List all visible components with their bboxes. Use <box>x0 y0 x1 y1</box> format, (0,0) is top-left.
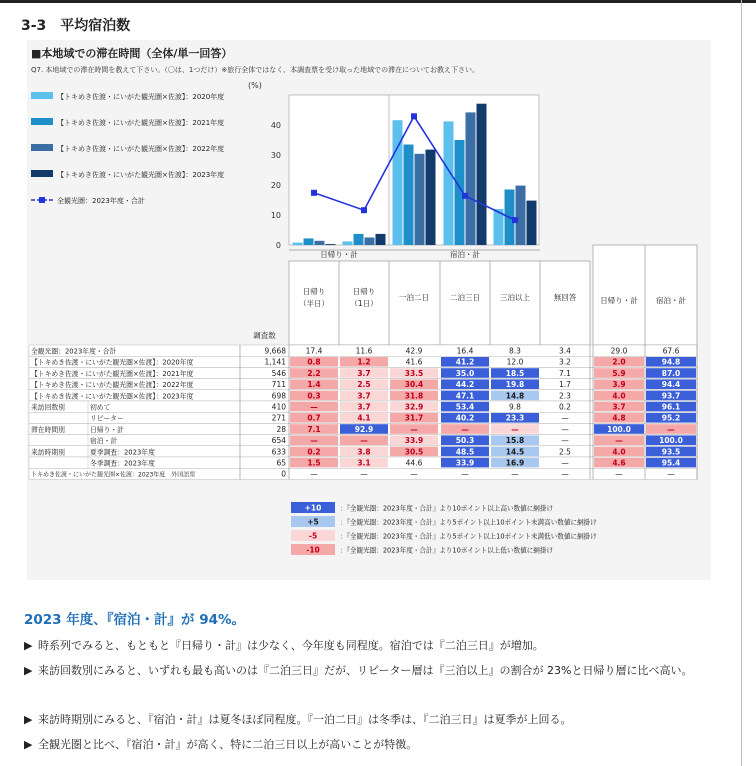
summary-bullet-2: ▶ 来訪回数別にみると、いずれも最も高いのは『二泊三日』だが、リピーター層は『三泊以上』の割合が 23%と日帰り層に比べ高い。 <box>24 664 693 677</box>
legend-swatch <box>31 92 53 99</box>
row-label: 初めて <box>90 403 111 412</box>
y-tick-label: 40 <box>270 121 281 130</box>
bar-1-2 <box>343 241 353 245</box>
bar-1-1 <box>293 243 303 245</box>
bar-3-5 <box>516 186 526 245</box>
cell-value: — <box>561 424 569 434</box>
cell-value: 42.9 <box>405 346 423 356</box>
cell-value: 11.6 <box>355 346 373 356</box>
cell-value: 44.2 <box>455 380 475 390</box>
cell-value: 40.2 <box>455 413 475 423</box>
cell-value: 3.7 <box>357 391 371 401</box>
cell-value: 47.1 <box>455 391 475 401</box>
total-value: 87.0 <box>661 368 681 378</box>
y-tick-label: 10 <box>270 211 281 220</box>
legend-label: 【トキめき佐渡・にいがた観光圏×佐渡】：2023年度 <box>57 171 225 179</box>
line-marker <box>361 207 367 213</box>
row-count: 1,141 <box>264 357 286 367</box>
total-value: 4.0 <box>612 391 626 401</box>
cell-value: — <box>310 469 318 479</box>
cell-value: 3.4 <box>559 346 571 356</box>
bar-4-3 <box>426 150 436 245</box>
row-label: 【トキめき佐渡・にいがた観光圏×佐渡】：2020年度 <box>31 358 194 367</box>
y-tick-label: 20 <box>270 181 281 190</box>
row-label: トキめき佐渡・にいがた観光圏×佐渡：2023年度 外国語票 <box>31 471 196 479</box>
bar-2-1 <box>304 238 314 245</box>
summary-title: 2023 年度、『宿泊・計』が 94%。 <box>24 612 246 628</box>
summary-bullet-4: ▶ 全観光圏と比べ、『宿泊・計』が高く、特に二泊三日以上が高いことが特徴。 <box>24 738 418 751</box>
total-value: 100.0 <box>659 436 683 446</box>
row-count: 271 <box>271 413 286 423</box>
bar-3-4 <box>466 112 476 245</box>
cell-value: 0.7 <box>307 413 321 423</box>
row-count: 654 <box>271 436 286 446</box>
total-value: — <box>667 469 675 479</box>
bar-4-5 <box>527 201 537 245</box>
cell-value: 16.4 <box>456 346 474 356</box>
bar-3-2 <box>365 238 375 246</box>
summary-bullet-1: ▶ 時系列でみると、もともと『日帰り・計』は少なく、今年度も同程度。宿泊では『二泊三日』が増加。 <box>24 639 544 652</box>
total-value: 4.0 <box>612 447 626 457</box>
count-header: 調査数 <box>253 331 276 340</box>
cell-value: 33.9 <box>455 458 475 468</box>
cell-value: 23.3 <box>505 413 525 423</box>
legend-swatch <box>31 118 53 125</box>
cell-value: 1.2 <box>357 357 371 367</box>
column-header: 無回答 <box>553 293 577 302</box>
total-value: 2.0 <box>612 357 626 367</box>
sig-legend-text: ：『全観光圏：2023年度・合計』より5ポイント以上10ポイント未満低い数値に網掛け <box>340 532 597 541</box>
total-value: 29.0 <box>610 346 628 356</box>
legend-swatch <box>31 144 53 151</box>
row-label: リピーター <box>90 414 124 423</box>
cell-value: 15.8 <box>505 436 525 446</box>
line-marker <box>462 193 468 199</box>
cell-value: 14.8 <box>505 391 525 401</box>
row-count: 711 <box>271 380 286 390</box>
sig-legend-text: ：『全観光圏：2023年度・合計』より10ポイント以上低い数値に網掛け <box>340 546 554 555</box>
cell-value: 8.3 <box>509 346 521 356</box>
cell-value: — <box>511 424 519 434</box>
cell-value: 16.9 <box>505 458 525 468</box>
total-column-header: 日帰り・計 <box>600 296 638 305</box>
group-label: 宿泊・計 <box>450 250 480 259</box>
cell-value: — <box>561 458 569 468</box>
total-value: 96.1 <box>661 402 681 412</box>
cell-value: 17.4 <box>305 346 323 356</box>
cell-value: 7.1 <box>559 368 571 378</box>
cell-value: 0.2 <box>307 447 321 457</box>
legend-line-marker <box>39 197 45 203</box>
bar-3-1 <box>315 241 325 245</box>
group-label: 日帰り・計 <box>320 250 358 259</box>
bar-2-3 <box>404 145 414 246</box>
row-count: 28 <box>276 424 286 434</box>
legend-label: 全観光圏：2023年度・合計 <box>57 197 145 205</box>
total-value: 3.7 <box>612 402 626 412</box>
cell-value: 53.4 <box>455 402 475 412</box>
sig-legend-text: ：『全観光圏：2023年度・合計』より10ポイント以上高い数値に網掛け <box>340 504 554 513</box>
y-tick-label: 30 <box>270 151 281 160</box>
cell-value: 92.9 <box>354 424 374 434</box>
total-value: 5.9 <box>612 368 626 378</box>
cell-value: 2.5 <box>559 447 571 457</box>
cell-value: — <box>410 469 418 479</box>
question-text: Q7. 本地域での滞在時間を教えて下さい。（〇は、1つだけ）※旅行全体ではなく、本調査票を受け取った地域での滞在についてお教え下さい。 <box>31 66 479 74</box>
cell-value: 31.8 <box>404 391 424 401</box>
cell-value: — <box>310 436 318 446</box>
row-count: 0 <box>281 469 286 479</box>
bar-4-2 <box>376 234 386 245</box>
cell-value: 2.3 <box>559 391 571 401</box>
cell-value: — <box>310 402 318 412</box>
total-value: 100.0 <box>607 424 631 434</box>
header-box <box>289 261 590 345</box>
total-value: 95.4 <box>661 458 681 468</box>
total-value: 67.6 <box>662 346 680 356</box>
cell-value: 33.9 <box>404 436 424 446</box>
legend-label: 【トキめき佐渡・にいがた観光圏×佐渡】：2020年度 <box>57 93 225 101</box>
cell-value: 7.1 <box>307 424 321 434</box>
cell-value: 14.5 <box>505 447 525 457</box>
total-value: 94.8 <box>661 357 681 367</box>
figure-title: ■本地域での滞在時間（全体/単一回答） <box>31 47 233 60</box>
row-count: 410 <box>271 402 286 412</box>
cell-value: — <box>561 413 569 423</box>
sig-legend-key: +10 <box>304 503 322 513</box>
row-count: 633 <box>271 447 286 457</box>
row-label: 全観光圏：2023年度・合計 <box>31 347 117 356</box>
cell-value: 31.7 <box>404 413 424 423</box>
cell-value: 33.5 <box>404 368 424 378</box>
sig-legend-key: +5 <box>307 517 319 527</box>
column-header: （半日） <box>299 299 329 308</box>
cell-value: 0.3 <box>307 391 321 401</box>
cell-value: 48.5 <box>455 447 475 457</box>
legend-swatch <box>31 170 53 177</box>
line-marker <box>512 217 518 223</box>
cell-value: — <box>360 469 368 479</box>
bar-4-4 <box>477 104 487 245</box>
cell-value: 35.0 <box>455 368 475 378</box>
row-label: 宿泊・計 <box>90 437 118 446</box>
total-value: 3.9 <box>612 380 626 390</box>
row-count: 546 <box>271 368 286 378</box>
column-header: 日帰り <box>352 287 376 296</box>
cell-value: 1.4 <box>307 380 321 390</box>
total-value: 94.4 <box>661 380 681 390</box>
total-value: 4.6 <box>612 458 626 468</box>
cell-value: 41.2 <box>455 357 475 367</box>
cell-value: — <box>561 436 569 446</box>
summary-bullet-3: ▶ 来訪時期別にみると、『宿泊・計』は夏冬ほぼ同程度。『一泊二日』は冬季は、『二泊三日』は夏季が上回る。 <box>24 713 572 726</box>
cell-value: — <box>561 469 569 479</box>
line-marker <box>411 113 417 119</box>
total-value: 93.7 <box>661 391 681 401</box>
cell-value: 32.9 <box>404 402 424 412</box>
cell-value: — <box>360 436 368 446</box>
y-unit-label: (%) <box>248 81 262 90</box>
sig-legend-key: -5 <box>308 531 318 541</box>
total-value: — <box>667 424 675 434</box>
cell-value: 3.1 <box>357 458 371 468</box>
cell-value: 12.0 <box>506 357 524 367</box>
cell-value: 50.3 <box>455 436 475 446</box>
total-value: 93.5 <box>661 447 681 457</box>
cell-value: 30.5 <box>404 447 424 457</box>
bar-1-3 <box>393 120 403 245</box>
row-count: 65 <box>276 458 286 468</box>
cell-value: 0.8 <box>307 357 321 367</box>
cell-value: — <box>410 424 418 434</box>
row-group-label: 来訪時期別 <box>31 448 65 457</box>
cell-value: 1.5 <box>307 458 321 468</box>
total-value: — <box>615 469 623 479</box>
cell-value: — <box>461 469 469 479</box>
cell-value: — <box>461 424 469 434</box>
y-tick-label: 0 <box>275 241 281 250</box>
row-label: 日帰り・計 <box>90 425 124 434</box>
row-group-label: 滞在時間別 <box>31 425 65 434</box>
cell-value: 2.5 <box>357 380 371 390</box>
cell-value: 19.8 <box>505 380 525 390</box>
cell-value: 9.8 <box>509 402 521 412</box>
legend-label: 【トキめき佐渡・にいがた観光圏×佐渡】：2021年度 <box>57 119 225 127</box>
cell-value: 30.4 <box>404 380 424 390</box>
row-label: 【トキめき佐渡・にいがた観光圏×佐渡】：2022年度 <box>31 381 194 390</box>
cell-value: 3.8 <box>357 447 371 457</box>
section-title: 3-3 平均宿泊数 <box>21 18 131 34</box>
legend-label: 【トキめき佐渡・にいがた観光圏×佐渡】：2022年度 <box>57 145 225 153</box>
sig-legend-text: ：『全観光圏：2023年度・合計』より5ポイント以上10ポイント未満高い数値に網掛け <box>340 518 597 527</box>
cell-value: 0.2 <box>559 402 571 412</box>
column-header: 三泊以上 <box>500 293 530 302</box>
cell-value: 1.7 <box>559 380 571 390</box>
column-header: （1日） <box>350 299 378 308</box>
row-count: 9,668 <box>264 346 286 356</box>
cell-value: 2.2 <box>307 368 321 378</box>
cell-value: 44.6 <box>405 458 423 468</box>
column-header: 二泊三日 <box>450 293 480 302</box>
total-value: 4.8 <box>612 413 626 423</box>
sig-legend-key: -10 <box>306 545 320 555</box>
bar-4-1 <box>326 244 336 245</box>
line-marker <box>311 190 317 196</box>
total-value: 95.2 <box>661 413 681 423</box>
cell-value: — <box>511 469 519 479</box>
total-column-header: 宿泊・計 <box>656 296 686 305</box>
row-label: 【トキめき佐渡・にいがた観光圏×佐渡】：2021年度 <box>31 369 194 378</box>
bar-2-2 <box>354 234 364 245</box>
row-label: 冬季調査：2023年度 <box>90 459 155 468</box>
bar-3-3 <box>415 154 425 245</box>
row-group-label: 来訪回数別 <box>31 403 65 412</box>
row-count: 698 <box>271 391 286 401</box>
cell-value: 41.6 <box>405 357 423 367</box>
bar-1-4 <box>444 121 454 245</box>
cell-value: 3.7 <box>357 402 371 412</box>
total-value: — <box>615 436 623 446</box>
row-label: 夏季調査：2023年度 <box>90 448 155 457</box>
cell-value: 18.5 <box>505 368 525 378</box>
cell-value: 3.2 <box>559 357 571 367</box>
cell-value: 4.1 <box>357 413 371 423</box>
row-label: 【トキめき佐渡・にいがた観光圏×佐渡】：2023年度 <box>31 392 194 401</box>
column-header: 一泊二日 <box>399 293 429 302</box>
cell-value: 3.7 <box>357 368 371 378</box>
column-header: 日帰り <box>302 287 326 296</box>
